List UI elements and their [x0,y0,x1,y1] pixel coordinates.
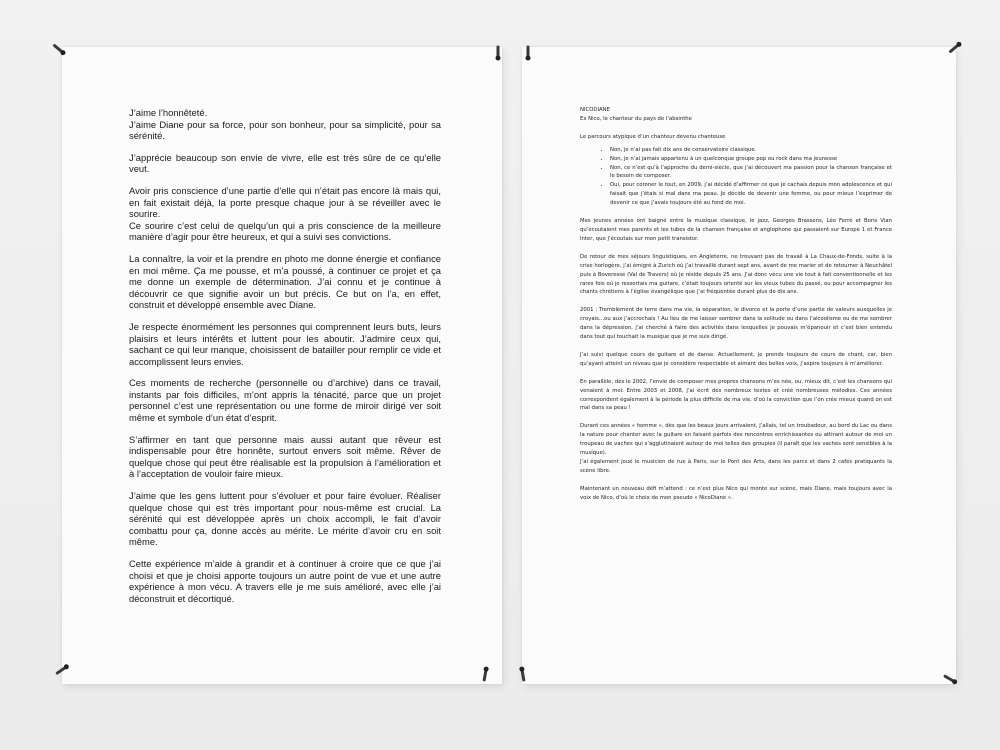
right-line: Mes jeunes années ont baigné entre la musique classique, le jazz, Georges Brassens, Léo Ferré et Boris Vian qu’écoutaient mes parents et les tubes de la chanson française et anglophone qui passaient sur Europe 1 et France Inter, que j’écoutais sur mon petit transistor. [580,218,892,242]
left-paragraph [129,185,441,243]
left-line: Cette expérience m’aide à grandir et à continuer à croire que ce que j’ai choisi et que je choisi apporte toujours un autre point de vue et une autre expérience à mon vécu. A travers elle je me suis amélioré, avec elle j’ai déconstruit et décortiqué. [129,558,441,604]
right-text-body [580,106,892,512]
left-paragraph [129,377,441,423]
right-paragraph [580,306,892,342]
left-line: J’aime l’honnêteté. [129,107,208,118]
right-line: J’ai également joué le musicien de rue à Paris, sur le Pont des Arts, dans les parcs et dans 2 cafés pratiquants la scène libre. [580,459,892,474]
left-line: Je respecte énormément les personnes qui comprennent leurs buts, leurs plaisirs et leurs intérêts et luttent pour les aboutir. J’admire ceux qui, sachant ce qui leur manque, choisissent de batailler pour remplir ce vide et accomplissent leurs envies. [129,320,441,367]
right-subtitle: Ex Nico, le chanteur du pays de l’absinthe [580,115,692,122]
right-line: De retour de mes séjours linguistiques, en Angleterre, ne trouvant pas de travail à La Chaux-de-Fonds, suite à la crise horlogère, j’ai émigré à Zurich où j’ai travaillé durant sept ans, avant de me marier et de retourner à Neuchâtel puis à Boveresse (Val de Travers) où je réside depuis 25 ans. J’ai donc vécu une vie tout à fait conventionnelle et les rares fois où je ressortais ma guitare, c’était toujours orienté sur les vieux tubes du passé, ou pour accompagner les chants chrétiens à l’église évangélique que j’ai fréquentée durant plus de dix ans. [580,253,892,296]
left-paragraph [129,558,441,604]
pin-icon [527,46,530,58]
left-text-body [129,107,441,614]
left-paragraph [129,107,441,142]
right-paragraph [580,253,892,298]
right-title: NICODIANE [580,107,610,113]
left-line: S’affirmer en tant que personne mais aussi autant que rêveur est indispensable pour être honnête, surtout envers soit même. Rêver de quelque chose qui peut être réalisable est la propulsion à l’amélioration et à l’acceptation de vouloir faire mieux. [129,433,441,480]
right-paragraph [580,485,892,503]
right-paragraph [580,351,892,369]
right-bullet-item: • Non, je n’ai jamais appartenu à un quelconque groupe pop ou rock dans ma jeunesse [610,155,892,164]
left-line: La connaître, la voir et la prendre en photo me donne énergie et confiance en moi même. Ça me pousse, et m’a poussé, à continuer ce projet et ça me donne un exemple de détermination. J’ai connu et je continue à découvrir ce que signifie avoir un but précis. Ce but on l’a, en effet, construit et développé ensemble avec Diane. [129,252,441,311]
right-line: Maintenant un nouveau défi m’attend : ce n’est plus Nico qui monte sur scène, mais Diane, mais toujours avec la voix de Nico, d’où le choix de mon pseudo « NicoDiane ». [580,485,892,501]
right-sheet [522,47,956,684]
right-line: 2001 : Tremblement de terre dans ma vie, la séparation, le divorce et la porte d’une partie de valeurs auxquelles je croyais…ou aux j’accrochais ! Au lieu de me laisser sombrer dans la solitude ou dans l’alcoolisme ou de me sombrer dans la dépression, j’ai cherché à faire des activités dans lesquelles je pouvais m’épanouir et c’est bien entendu dans tout qui touchait la musique que je me suis dirigé. [580,307,892,341]
right-bullet-list [580,146,892,208]
left-paragraph [129,253,441,311]
right-paragraph [580,422,892,475]
left-paragraph [129,321,441,367]
right-line: Durant ces années « homme », dès que les beaux jours arrivaient, j’allais, tel un troubadour, au bord du Lac ou dans la nature pour chanter avec la guitare en faisant parfois des rencontres enrichissantes ou attirant autour de moi un troupeau de vaches qui s’agglutinaient autour de moi telles des groupies (il paraît que les vaches sont sensibles à la musique). [580,423,892,457]
left-line: Ce sourire c’est celui de quelqu’un qui a pris conscience de la meilleure manière d’agir pour être heureux, et qui a suivi ses convictions. [129,219,441,243]
left-paragraph [129,490,441,548]
right-paragraphs [580,217,892,503]
right-paragraph [580,217,892,244]
left-line: J’aime que les gens luttent pour s’évoluer et pour faire évoluer. Réaliser quelque chose qui est très important pour nous-même est crucial. La sérénité qui est développée après un choix accompli, le fait d’avoir combattu pour ça, donne accès au mérite. Le mérite d’avoir cru en soit même. [129,490,441,548]
left-line: Avoir pris conscience d’une partie d’elle qui n’était pas encore là mais qui, en fait existait déjà, la porte presque chaque jour à se réveiller avec le sourire. [129,184,441,220]
left-paragraph [129,434,441,480]
right-line: En parallèle, dès le 2002, l’envie de composer mes propres chansons m’es née, ou, mieux dit, c’est les chansons qui venaient à moi. Entre 2003 et 2008, j’ai écrit des nombreux textes et créé nombreuses mélodies. Ces années correspondent également à la période la plus difficile de ma vie, d’où la conviction que l’on crée mieux quand on est mal dans sa peau ! [580,378,892,412]
right-line: J’ai suivi quelque cours de guitare et de danse. Actuellement, je prends toujours de cours de chant, car, bien qu’ayant atteint un niveau que je considère respectable et aimant des belles voix, j’aspire toujours à m’améliorer. [580,351,892,367]
left-line: J’aime Diane pour sa force, pour son bonheur, pour sa simplicité, pour sa sérénité. [129,118,441,142]
right-bullet-item: • Oui, pour coroner le tout, en 2009, j’ai décidé d’affirmer ce que je cachais depuis mon adolescence et qui faisait que j’étais si mal dans ma peau. Je décide de devenir une femme, ou pour mieux l’exprimer de devenir ce que j’avais toujours été au fond de moi. [610,181,892,208]
right-paragraph [580,378,892,414]
left-sheet [62,47,502,684]
right-bullet-item: • Non, je n’ai pas fait dix ans de conservatoire classique. [610,146,892,155]
pin-icon [497,46,500,58]
right-bullet-item: • Non, ce n’est qu’à l’approche du demi-siècle, que j’ai découvert ma passion pour la chanson française et le besoin de composer. [610,164,892,182]
left-line: J’apprécie beaucoup son envie de vivre, elle est très sûre de ce qu’elle veut. [129,151,441,175]
right-intro: Le parcours atypique d’un chanteur devenu chanteuse [580,133,726,140]
left-line: Ces moments de recherche (personnelle ou d’archive) dans ce travail, instants par fois difficiles, m’ont appris la ténacité, parce que un projet personnel c’est une représentation ou une forme de miroir dirigé ver soit même et symbole d’un état d’esprit. [129,377,441,424]
left-paragraph [129,152,441,175]
